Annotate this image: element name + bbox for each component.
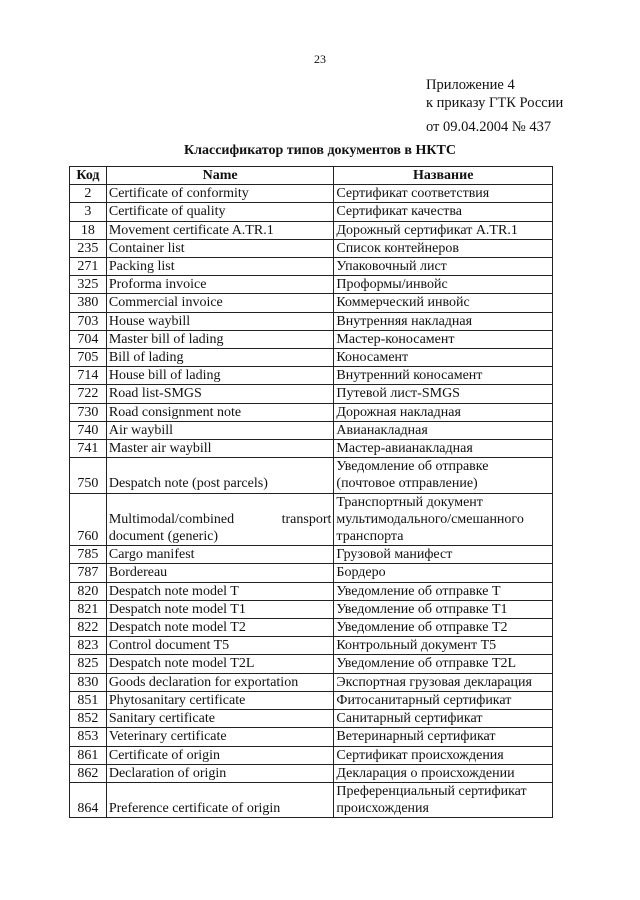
cell-ru-name: Преференциальный сертификат происхождения <box>334 782 553 817</box>
cell-name: Air waybill <box>106 421 334 439</box>
cell-ru-name: Путевой лист-SMGS <box>334 385 553 403</box>
cell-code: 3 <box>70 203 107 221</box>
cell-name: Certificate of conformity <box>106 185 334 203</box>
cell-name: Despatch note (post parcels) <box>106 458 334 493</box>
header-ru-name: Название <box>334 167 553 185</box>
cell-code: 820 <box>70 582 107 600</box>
cell-name: Despatch note model T2L <box>106 655 334 673</box>
cell-name: Despatch note model T1 <box>106 600 334 618</box>
cell-ru-name: Уведомление об отправке (почтовое отправление) <box>334 458 553 493</box>
cell-ru-name: Коммерческий инвойс <box>334 294 553 312</box>
cell-code: 704 <box>70 330 107 348</box>
cell-code: 325 <box>70 276 107 294</box>
cell-ru-name: Уведомление об отправке T1 <box>334 600 553 618</box>
cell-code: 853 <box>70 728 107 746</box>
cell-name: Despatch note model T2 <box>106 619 334 637</box>
cell-code: 830 <box>70 673 107 691</box>
cell-code: 861 <box>70 746 107 764</box>
cell-code: 235 <box>70 239 107 257</box>
table-row <box>70 746 553 764</box>
cell-code: 714 <box>70 367 107 385</box>
cell-name: Sanitary certificate <box>106 710 334 728</box>
table-row <box>70 258 553 276</box>
cell-name: Master air waybill <box>106 440 334 458</box>
cell-code: 823 <box>70 637 107 655</box>
table-row <box>70 385 553 403</box>
cell-name: Packing list <box>106 258 334 276</box>
cell-name: House waybill <box>106 312 334 330</box>
table-row <box>70 276 553 294</box>
cell-ru-name: Дорожный сертификат A.TR.1 <box>334 221 553 239</box>
table-row <box>70 600 553 618</box>
table-row <box>70 203 553 221</box>
cell-code: 271 <box>70 258 107 276</box>
cell-code: 821 <box>70 600 107 618</box>
table-row <box>70 546 553 564</box>
cell-code: 864 <box>70 782 107 817</box>
appendix-date-line: от 09.04.2004 № 437 <box>426 119 552 135</box>
table-row <box>70 637 553 655</box>
cell-code: 380 <box>70 294 107 312</box>
cell-code: 825 <box>70 655 107 673</box>
cell-ru-name: Упаковочный лист <box>334 258 553 276</box>
cell-ru-name: Коносамент <box>334 349 553 367</box>
cell-code: 862 <box>70 764 107 782</box>
cell-name: Movement certificate A.TR.1 <box>106 221 334 239</box>
table-row <box>70 458 553 493</box>
cell-ru-name: Экспортная грузовая декларация <box>334 673 553 691</box>
cell-code: 18 <box>70 221 107 239</box>
table-row <box>70 403 553 421</box>
cell-code: 722 <box>70 385 107 403</box>
cell-code: 750 <box>70 458 107 493</box>
page-number: 23 <box>314 52 326 66</box>
cell-code: 703 <box>70 312 107 330</box>
cell-ru-name: Сертификат соответствия <box>334 185 553 203</box>
table-row <box>70 782 553 817</box>
table-row <box>70 710 553 728</box>
cell-name: Cargo manifest <box>106 546 334 564</box>
cell-ru-name: Грузовой манифест <box>334 546 553 564</box>
cell-name: Commercial invoice <box>106 294 334 312</box>
cell-ru-name: Мастер-авианакладная <box>334 440 553 458</box>
cell-ru-name: Контрольный документ T5 <box>334 637 553 655</box>
table-row <box>70 239 553 257</box>
cell-ru-name: Проформы/инвойс <box>334 276 553 294</box>
appendix-header <box>426 76 563 136</box>
appendix-line-1: Приложение 4 <box>426 77 515 93</box>
cell-name: Preference certificate of origin <box>106 782 334 817</box>
table-row <box>70 421 553 439</box>
table-row <box>70 294 553 312</box>
cell-name: Multimodal/combined transport document (generic) <box>106 493 334 546</box>
header-name: Name <box>106 167 334 185</box>
cell-name: Control document T5 <box>106 637 334 655</box>
cell-name: Phytosanitary certificate <box>106 691 334 709</box>
table-row <box>70 691 553 709</box>
cell-ru-name: Внутренняя накладная <box>334 312 553 330</box>
cell-code: 740 <box>70 421 107 439</box>
table-row <box>70 582 553 600</box>
cell-name: Certificate of origin <box>106 746 334 764</box>
table-row <box>70 619 553 637</box>
cell-name: Road consignment note <box>106 403 334 421</box>
cell-ru-name: Фитосанитарный сертификат <box>334 691 553 709</box>
cell-name: Bordereau <box>106 564 334 582</box>
cell-name: Road list-SMGS <box>106 385 334 403</box>
cell-code: 852 <box>70 710 107 728</box>
cell-ru-name: Дорожная накладная <box>334 403 553 421</box>
cell-code: 705 <box>70 349 107 367</box>
cell-code: 741 <box>70 440 107 458</box>
cell-name: Proforma invoice <box>106 276 334 294</box>
header-code: Код <box>70 167 107 185</box>
cell-code: 822 <box>70 619 107 637</box>
cell-ru-name: Внутренний коносамент <box>334 367 553 385</box>
cell-name: House bill of lading <box>106 367 334 385</box>
cell-name: Bill of lading <box>106 349 334 367</box>
table-row <box>70 764 553 782</box>
cell-code: 785 <box>70 546 107 564</box>
cell-code: 760 <box>70 493 107 546</box>
cell-ru-name: Бордеро <box>334 564 553 582</box>
cell-ru-name: Авианакладная <box>334 421 553 439</box>
document-title: Классификатор типов документов в НКТС <box>184 143 456 158</box>
table-row <box>70 673 553 691</box>
table-row <box>70 367 553 385</box>
cell-ru-name: Уведомление об отправке T <box>334 582 553 600</box>
document-types-table <box>69 166 553 818</box>
cell-name: Veterinary certificate <box>106 728 334 746</box>
table-row <box>70 221 553 239</box>
cell-ru-name: Мастер-коносамент <box>334 330 553 348</box>
cell-name: Certificate of quality <box>106 203 334 221</box>
table-row <box>70 312 553 330</box>
cell-code: 851 <box>70 691 107 709</box>
table-row <box>70 185 553 203</box>
cell-code: 2 <box>70 185 107 203</box>
table-row <box>70 655 553 673</box>
cell-ru-name: Уведомление об отправке T2 <box>334 619 553 637</box>
cell-ru-name: Уведомление об отправке T2L <box>334 655 553 673</box>
cell-ru-name: Санитарный сертификат <box>334 710 553 728</box>
cell-code: 787 <box>70 564 107 582</box>
table-row <box>70 493 553 546</box>
cell-ru-name: Декларация о происхождении <box>334 764 553 782</box>
cell-code: 730 <box>70 403 107 421</box>
cell-name: Despatch note model T <box>106 582 334 600</box>
cell-ru-name: Сертификат качества <box>334 203 553 221</box>
cell-name: Container list <box>106 239 334 257</box>
cell-name: Master bill of lading <box>106 330 334 348</box>
table-header-row <box>70 167 553 185</box>
cell-ru-name: Сертификат происхождения <box>334 746 553 764</box>
cell-ru-name: Транспортный документ мультимодального/смешанного транспорта <box>334 493 553 546</box>
cell-name: Goods declaration for exportation <box>106 673 334 691</box>
table-row <box>70 330 553 348</box>
cell-name: Declaration of origin <box>106 764 334 782</box>
table-row <box>70 440 553 458</box>
table-row <box>70 564 553 582</box>
cell-ru-name: Ветеринарный сертификат <box>334 728 553 746</box>
cell-ru-name: Список контейнеров <box>334 239 553 257</box>
table-row <box>70 349 553 367</box>
appendix-line-2: к приказу ГТК России <box>426 95 564 111</box>
table-row <box>70 728 553 746</box>
